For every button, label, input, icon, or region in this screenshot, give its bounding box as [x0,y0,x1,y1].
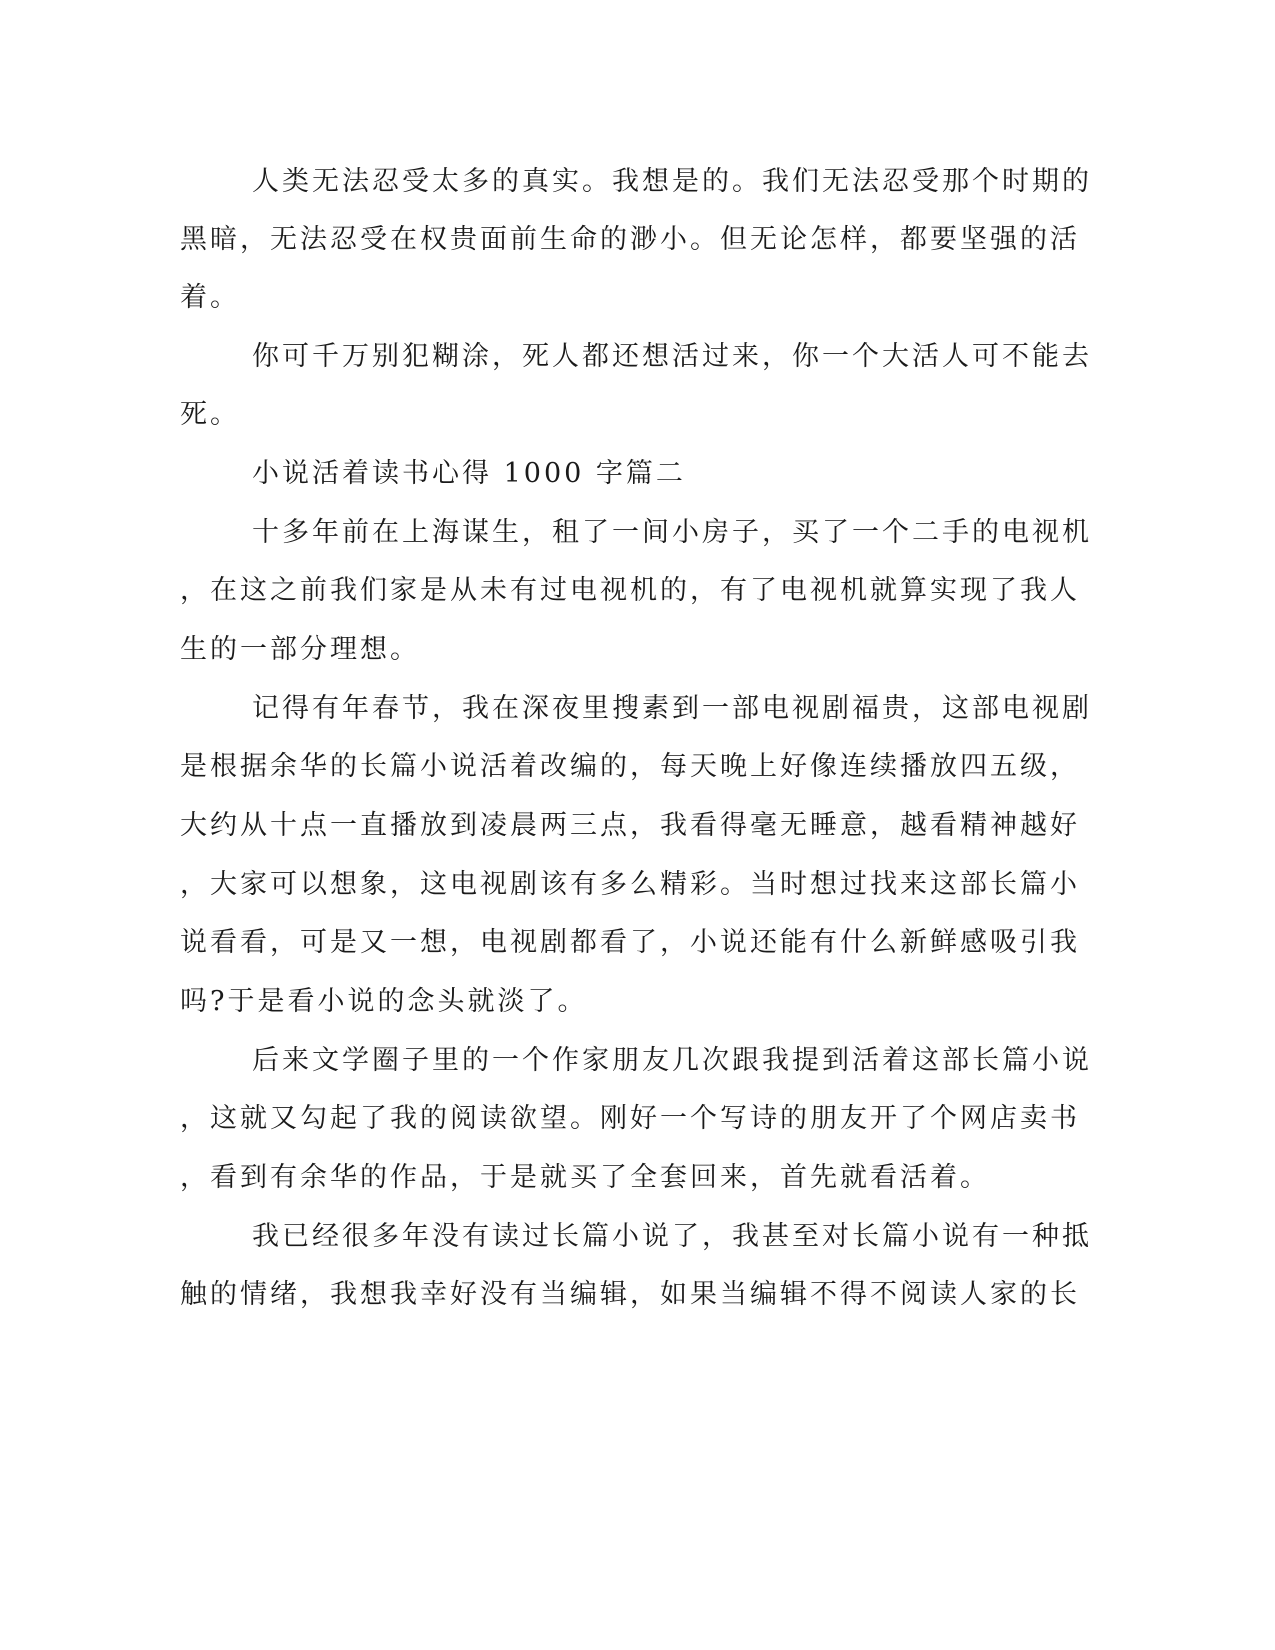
text-line: 是根据余华的长篇小说活着改编的，每天晚上好像连续播放四五级， [180,751,1080,782]
text-line: 生的一部分理想。 [180,634,420,665]
text-line: 记得有年春节，我在深夜里搜素到一部电视剧福贵，这部电视剧 [252,693,1092,724]
text-line: ，大家可以想象，这电视剧该有多么精彩。当时想过找来这部长篇小 [180,869,1080,900]
text-line: 后来文学圈子里的一个作家朋友几次跟我提到活着这部长篇小说 [252,1045,1092,1076]
text-line: 着。 [180,282,240,313]
text-line: 死。 [180,399,240,430]
text-line: ，看到有余华的作品，于是就买了全套回来，首先就看活着。 [180,1162,990,1193]
text-line: 十多年前在上海谋生，租了一间小房子，买了一个二手的电视机 [252,517,1092,548]
text-line: 吗?于是看小说的念头就淡了。 [180,986,588,1017]
text-line: ，这就又勾起了我的阅读欲望。刚好一个写诗的朋友开了个网店卖书 [180,1103,1080,1134]
text-line: 大约从十点一直播放到凌晨两三点，我看得毫无睡意，越看精神越好 [180,810,1080,841]
text-line: 你可千万别犯糊涂，死人都还想活过来，你一个大活人可不能去 [252,341,1092,372]
text-line: 黑暗，无法忍受在权贵面前生命的渺小。但无论怎样，都要坚强的活 [180,224,1080,255]
section-heading: 小说活着读书心得 1000 字篇二 [252,458,686,489]
text-line: 触的情绪，我想我幸好没有当编辑，如果当编辑不得不阅读人家的长 [180,1279,1080,1310]
text-line: 说看看，可是又一想，电视剧都看了，小说还能有什么新鲜感吸引我 [180,927,1080,958]
text-line: 人类无法忍受太多的真实。我想是的。我们无法忍受那个时期的 [252,166,1092,197]
text-line: ，在这之前我们家是从未有过电视机的，有了电视机就算实现了我人 [180,575,1080,606]
text-line: 我已经很多年没有读过长篇小说了，我甚至对长篇小说有一种抵 [252,1221,1092,1252]
